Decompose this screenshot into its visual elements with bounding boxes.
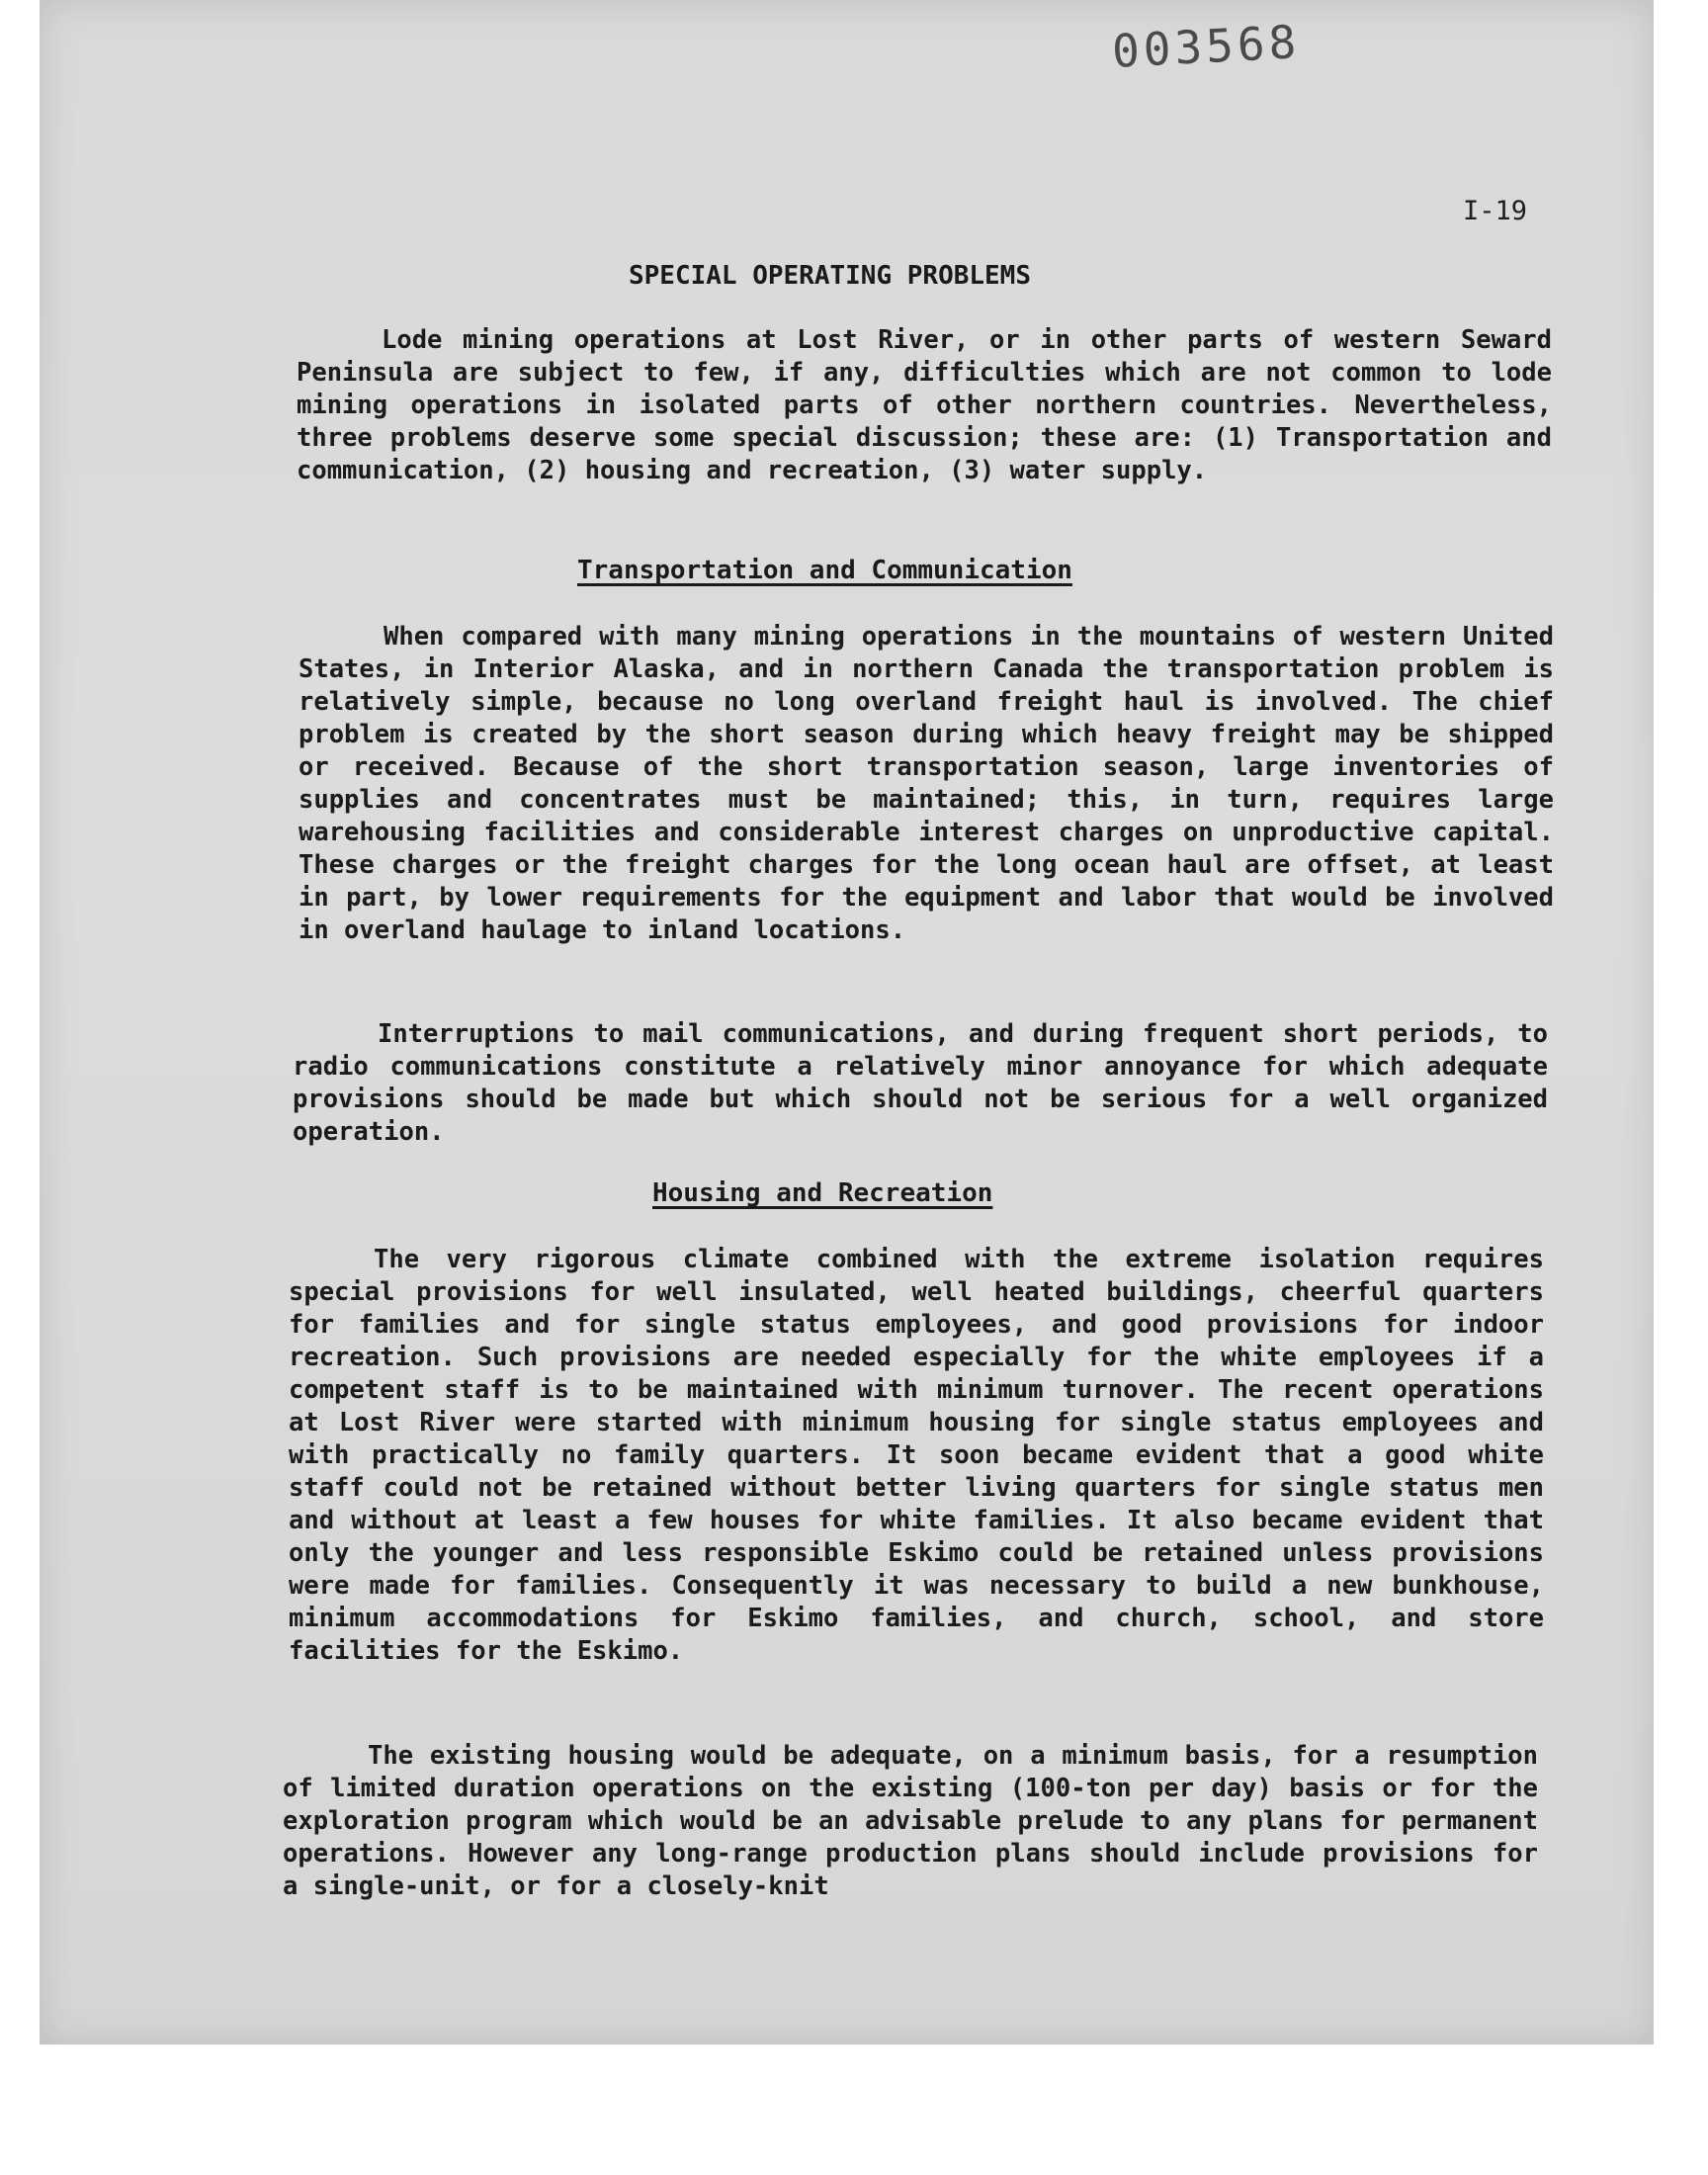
intro-paragraph: Lode mining operations at Lost River, or in other parts of western Seward Peninsula are subject to few, if any, difficulties which are not common to lode mining operations in isolated parts of other northern countries. Nevertheless, three problems deserve some special discussion; these are: (1) Transportation and communication, (2) housing and recreation, (3) water supply. <box>297 325 1552 485</box>
transportation-paragraph-2: Interruptions to mail communications, and during frequent short periods, to radio communications constitute a relatively minor annoyance for which adequate provisions should be made but which should not be serious for a well organized operation. <box>293 1019 1548 1147</box>
housing-paragraph-1: The very rigorous climate combined with the extreme isolation requires special provisions for well insulated, well heated buildings, cheerful quarters for families and for single status employees, and good provisions for indoor recreation. Such provisions are needed especially for the white employees if a competent staff is to be maintained with minimum turnover. The recent operations at Lost River were started with minimum housing for single status employees and with practically no family quarters. It soon became evident that a good white staff could not be retained without better living quarters for single status men and without at least a few houses for white families. It also became evident that only the younger and less responsible Eskimo could be retained unless provisions were made for families. Consequently it was necessary to build a new bunkhouse, minimum accommodations for Eskimo families, and church, school, and store facilities for the Eskimo. <box>289 1245 1544 1666</box>
archive-number: 003568 <box>1110 15 1302 78</box>
transportation-paragraph-1: When compared with many mining operations in the mountains of western United States, in Interior Alaska, and in northern Canada the transportation problem is relatively simple, because no long overland freight haul is involved. The chief problem is created by the short season during which heavy freight may be shipped or received. Because of the short transportation season, large inventories of supplies and concentrates must be maintained; this, in turn, requires large warehousing facilities and considerable interest charges on unproductive capital. These charges or the freight charges for the long ocean haul are offset, at least in part, by lower requirements for the equipment and labor that would be involved in overland haulage to inland locations. <box>299 622 1554 945</box>
page-number: I-19 <box>1463 196 1528 226</box>
section-heading-transportation: Transportation and Communication <box>577 556 1072 585</box>
document-page <box>40 0 1654 2044</box>
document-title: SPECIAL OPERATING PROBLEMS <box>629 261 1031 291</box>
section-heading-housing: Housing and Recreation <box>652 1178 993 1208</box>
housing-paragraph-2: The existing housing would be adequate, on a minimum basis, for a resumption of limited duration operations on the existing (100-ton per day) basis or for the exploration program which would be an advisable prelude to any plans for permanent operations. However any long-range production plans should include provisions for a single-unit, or for a closely-knit <box>283 1741 1538 1901</box>
